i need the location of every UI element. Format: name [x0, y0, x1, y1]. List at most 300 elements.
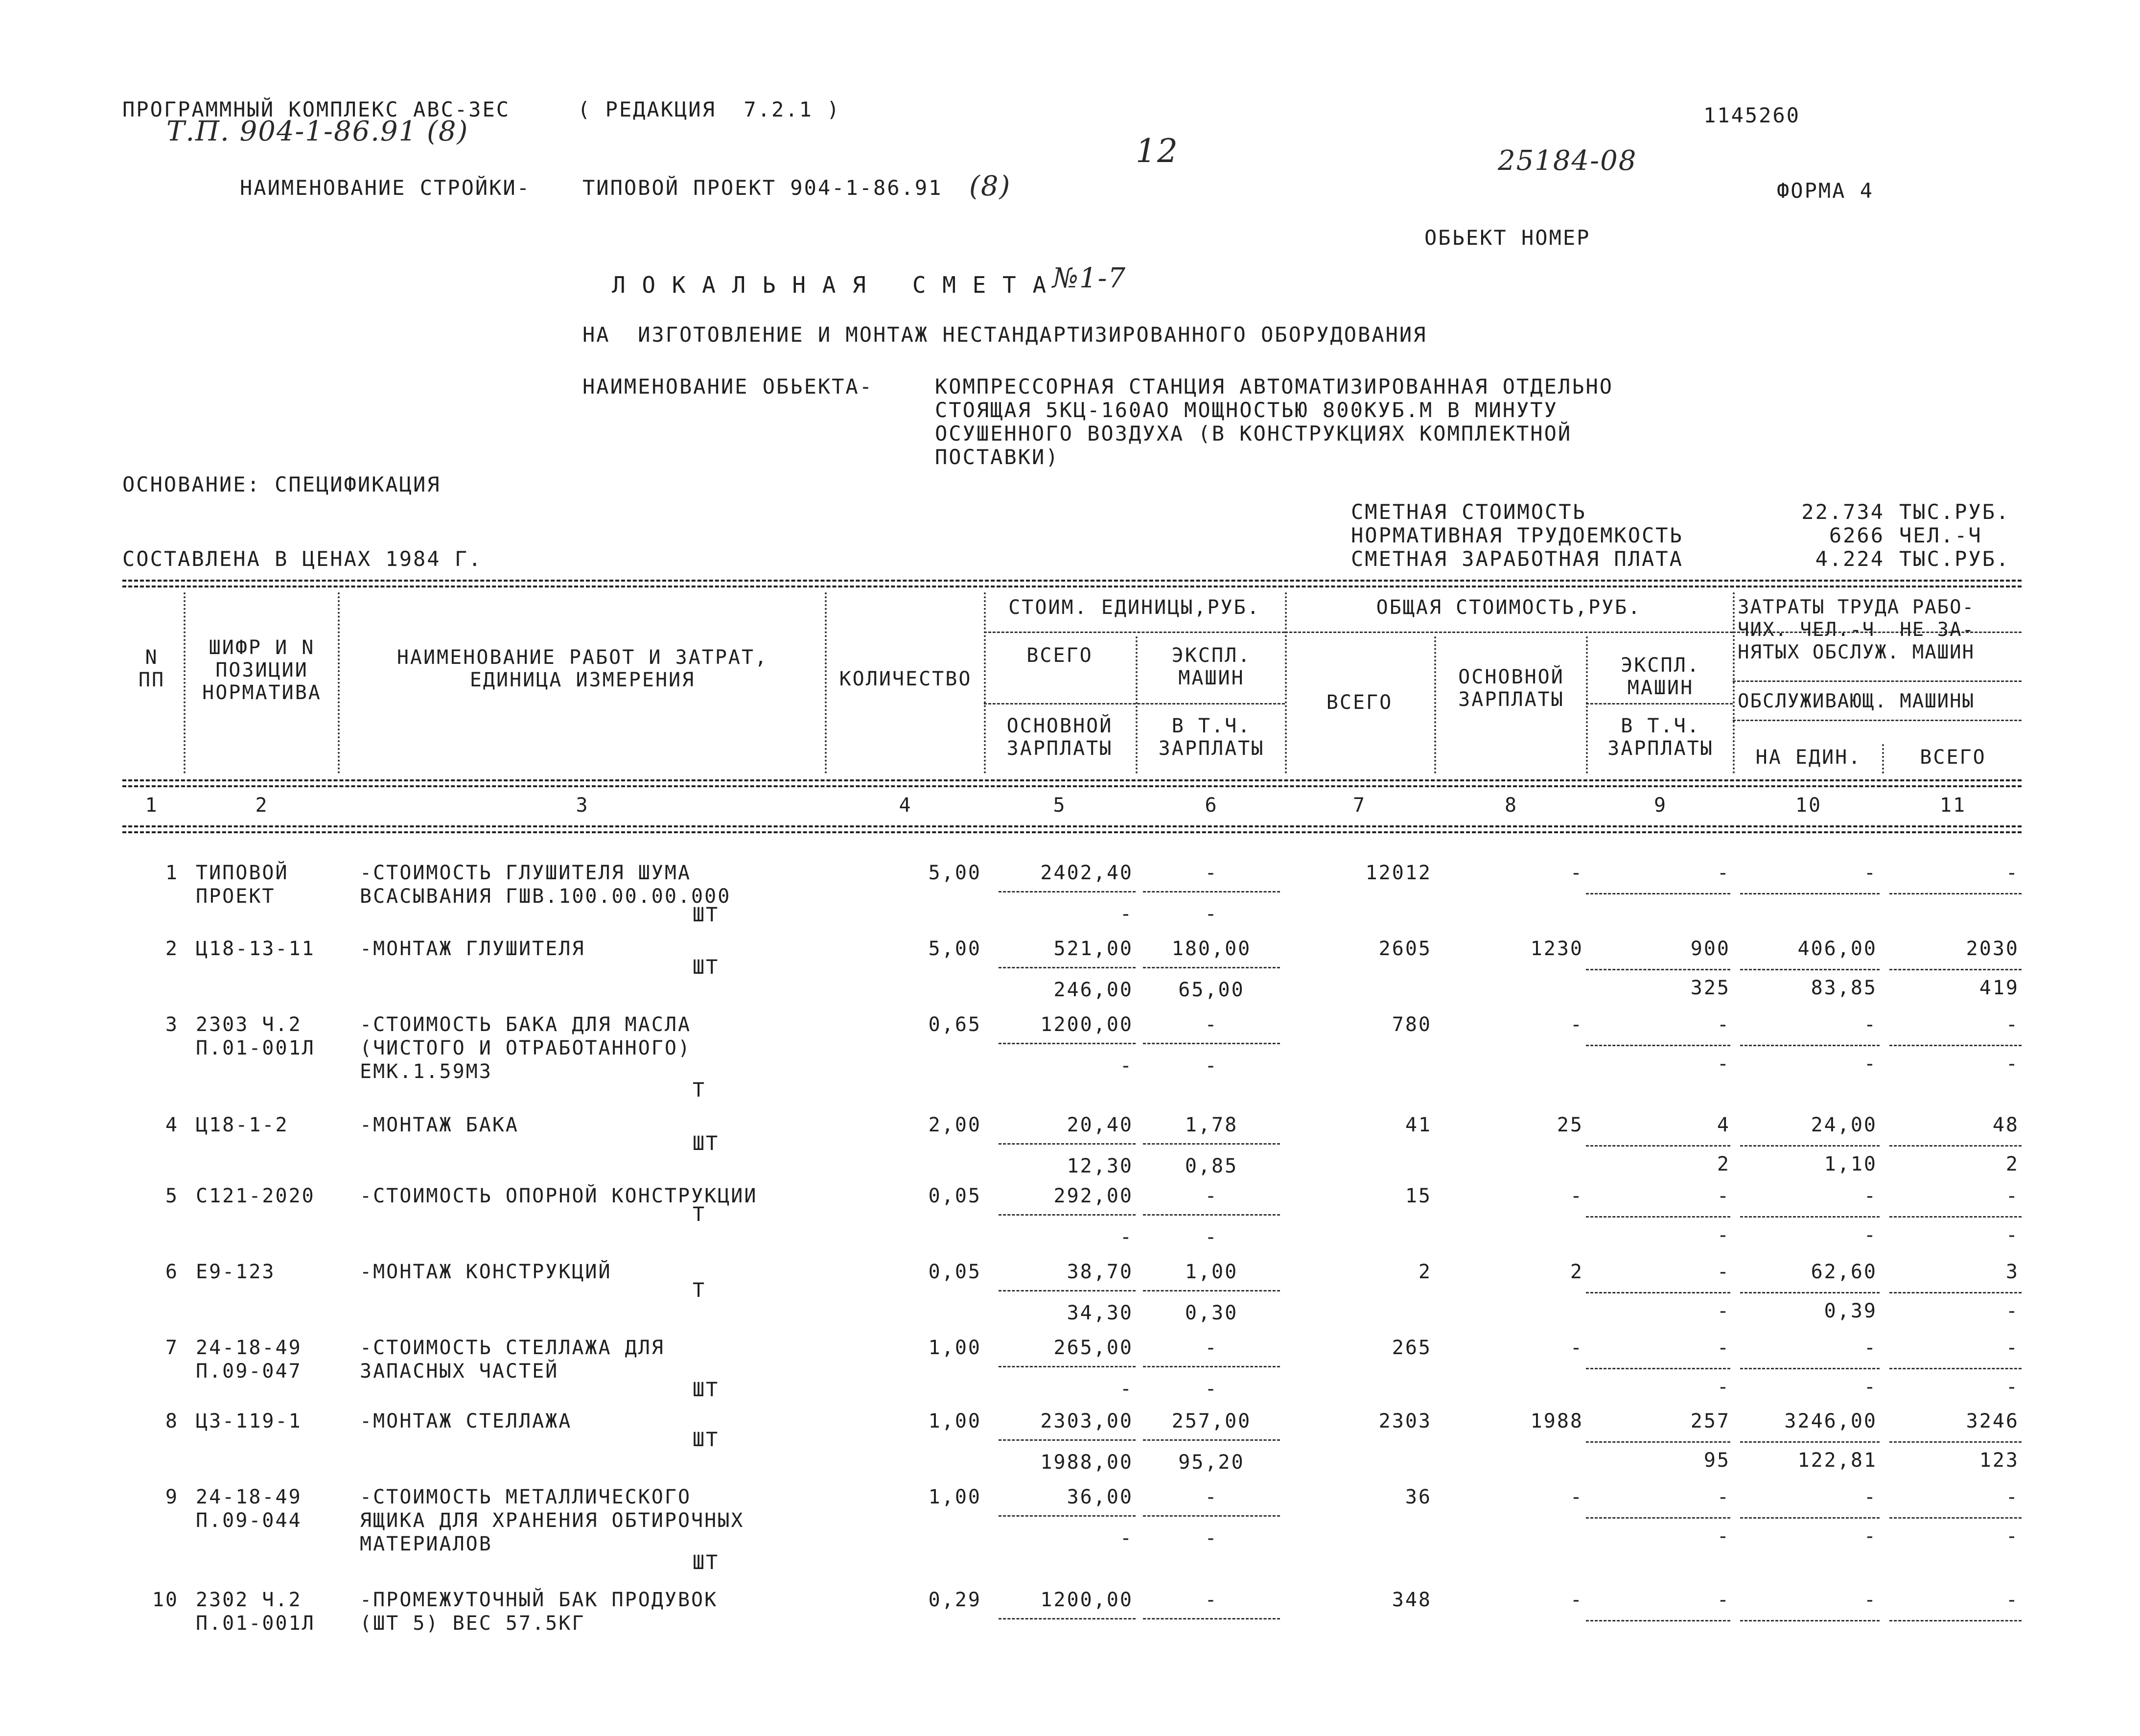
- row-name: ЗАПАСНЫХ ЧАСТЕЙ: [360, 1360, 559, 1383]
- forma-label: ФОРМА 4: [1777, 179, 1874, 203]
- head-tc-mach: ЭКСПЛ. МАШИН: [1621, 654, 1700, 699]
- row-labor-unit: 62,60: [1811, 1261, 1877, 1283]
- row-unit-wage: 12,30: [1067, 1155, 1133, 1177]
- row-unit-mach: 180,00: [1171, 938, 1252, 960]
- row-total-mach-wage: 95: [1703, 1449, 1730, 1472]
- row-unit-total: 20,40: [1067, 1114, 1133, 1136]
- colnum-8: 8: [1504, 794, 1518, 817]
- head-uc-mach: ЭКСПЛ. МАШИН: [1171, 644, 1252, 689]
- row-rule-c6: [1143, 967, 1280, 968]
- row-total-mach: -: [1717, 1486, 1730, 1508]
- head-uc-wage: ОСНОВНОЙ ЗАРПЛАТЫ: [1006, 715, 1113, 760]
- row-unit-mach-wage: 0,30: [1185, 1302, 1238, 1324]
- row-quantity: 0,05: [928, 1261, 981, 1283]
- row-rule-c10: [1740, 1620, 1880, 1621]
- row-rule-c10: [1740, 1216, 1880, 1218]
- row-total-wage: 2: [1570, 1261, 1583, 1283]
- row-name: ВСАСЫВАНИЯ ГШВ.100.00.00.000: [360, 885, 731, 908]
- row-total-mach-wage: -: [1717, 1224, 1730, 1246]
- row-rule-c11: [1889, 1517, 2022, 1519]
- head-rule-labor-2: [1733, 680, 2022, 682]
- row-rule-c5: [999, 1439, 1136, 1441]
- row-unit-total: 2402,40: [1040, 862, 1133, 884]
- row-serv-unit: -: [1863, 1525, 1877, 1548]
- row-unit-mach-wage: 0,85: [1185, 1155, 1238, 1177]
- row-labor-total: -: [2005, 1013, 2019, 1036]
- row-name: (ЧИСТОГО И ОТРАБОТАННОГО): [360, 1037, 692, 1059]
- row-rule-c5: [999, 891, 1136, 892]
- row-rule-c9: [1586, 1145, 1730, 1147]
- col-sep-3: [825, 592, 827, 774]
- row-rule-c10: [1740, 1517, 1880, 1519]
- colnum-3: 3: [576, 794, 589, 817]
- row-rule-c11: [1889, 893, 2022, 894]
- row-unit-wage: -: [1119, 1378, 1133, 1400]
- object-number-label: ОБЬЕКТ НОМЕР: [1424, 226, 1591, 250]
- summary-cost-label: СМЕТНАЯ СТОИМОСТЬ: [1351, 500, 1586, 524]
- row-unit-mach: 1,00: [1185, 1261, 1238, 1283]
- row-total-mach: -: [1717, 862, 1730, 884]
- head-tc-mach-wage: В Т.Ч. ЗАРПЛАТЫ: [1607, 715, 1714, 760]
- row-total: 2303: [1378, 1410, 1432, 1432]
- colnum-bottom-rule: [122, 825, 2022, 827]
- row-total-mach: -: [1717, 1337, 1730, 1359]
- head-labor-serv: ОБСЛУЖИВАЮЩ. МАШИНЫ: [1738, 690, 1975, 712]
- row-rule-c11: [1889, 1045, 2022, 1046]
- head-bottom-rule: [122, 779, 2022, 781]
- row-rule-c10: [1740, 1145, 1880, 1147]
- head-name: НАИМЕНОВАНИЕ РАБОТ И ЗАТРАТ, ЕДИНИЦА ИЗМЕРЕНИЯ: [396, 646, 768, 691]
- row-labor-total: -: [2005, 1589, 2019, 1611]
- row-rule-c11: [1889, 1441, 2022, 1443]
- object-label: НАИМЕНОВАНИЕ ОБЬЕКТА-: [582, 375, 874, 399]
- colnum-2: 2: [255, 794, 269, 817]
- row-unit-mach: -: [1205, 1589, 1218, 1611]
- row-rule-c9: [1586, 893, 1730, 894]
- row-code: Е9-123: [196, 1261, 276, 1283]
- row-unit-mach: -: [1205, 1013, 1218, 1036]
- row-unit: ШТ: [693, 904, 720, 926]
- colnum-9: 9: [1653, 794, 1668, 817]
- row-name: МАТЕРИАЛОВ: [360, 1533, 492, 1555]
- head-total-cost: ОБЩАЯ СТОИМОСТЬ,РУБ.: [1376, 596, 1642, 619]
- row-rule-c11: [1889, 1216, 2022, 1218]
- row-unit-mach-wage: -: [1205, 1378, 1218, 1400]
- row-total-mach-wage: -: [1717, 1053, 1730, 1075]
- colnum-11: 11: [1939, 794, 1967, 817]
- row-total-wage: -: [1570, 1486, 1583, 1508]
- row-rule-c6: [1143, 1366, 1280, 1367]
- row-unit: Т: [693, 1279, 706, 1302]
- row-quantity: 0,65: [928, 1013, 981, 1036]
- row-unit-wage: -: [1119, 1055, 1133, 1077]
- row-labor-unit: 24,00: [1811, 1114, 1877, 1136]
- row-serv-unit: 122,81: [1797, 1449, 1877, 1472]
- colnum-bottom-rule-2: [122, 831, 2022, 833]
- row-unit-mach-wage: 65,00: [1178, 979, 1245, 1001]
- summary-labor-unit: ЧЕЛ.-Ч: [1899, 523, 1982, 547]
- row-number: 10: [152, 1589, 179, 1611]
- row-unit-total: 265,00: [1053, 1337, 1133, 1359]
- row-name: -СТОИМОСТЬ СТЕЛЛАЖА ДЛЯ: [360, 1337, 665, 1359]
- row-total-wage: 1230: [1530, 938, 1583, 960]
- row-serv-unit: 0,39: [1824, 1300, 1877, 1322]
- col-sep-6: [1285, 592, 1287, 774]
- row-serv-unit: -: [1863, 1376, 1877, 1398]
- row-code: ПРОЕКТ: [196, 885, 276, 908]
- object-line-1: КОМПРЕССОРНАЯ СТАНЦИЯ АВТОМАТИЗИРОВАННАЯ ОТДЕЛЬНО: [935, 375, 1614, 399]
- head-tc-total: ВСЕГО: [1326, 691, 1393, 714]
- row-quantity: 5,00: [928, 862, 981, 884]
- object-line-4: ПОСТАВКИ): [935, 445, 1060, 469]
- col-sep-8: [1586, 636, 1588, 774]
- head-uc-total: ВСЕГО: [1026, 644, 1093, 667]
- row-unit-total: 38,70: [1067, 1261, 1133, 1283]
- row-unit-mach: -: [1205, 1337, 1218, 1359]
- row-total-mach: 257: [1690, 1410, 1730, 1432]
- row-rule-c9: [1586, 1045, 1730, 1046]
- row-unit-total: 521,00: [1053, 938, 1133, 960]
- row-total-wage: -: [1570, 1185, 1583, 1207]
- summary-labor-label: НОРМАТИВНАЯ ТРУДОЕМКОСТЬ: [1351, 523, 1683, 547]
- row-serv-total: -: [2005, 1224, 2019, 1246]
- row-number: 4: [165, 1114, 179, 1136]
- row-total: 348: [1392, 1589, 1432, 1611]
- program-name: ПРОГРАММНЫЙ КОМПЛЕКС АВС-ЗЕС: [122, 97, 511, 121]
- row-rule-c11: [1889, 1620, 2022, 1621]
- row-serv-total: -: [2005, 1300, 2019, 1322]
- row-serv-total: -: [2005, 1525, 2019, 1548]
- row-name: -ПРОМЕЖУТОЧНЫЙ БАК ПРОДУВОК: [360, 1589, 718, 1611]
- row-unit-wage: -: [1119, 1527, 1133, 1549]
- row-rule-c9: [1586, 969, 1730, 970]
- row-total: 12012: [1365, 862, 1432, 884]
- row-code: П.01-001Л: [196, 1037, 315, 1059]
- summary-cost-unit: ТЫС.РУБ.: [1899, 500, 2010, 524]
- row-labor-unit: -: [1863, 862, 1877, 884]
- summary-wage-label: СМЕТНАЯ ЗАРАБОТНАЯ ПЛАТА: [1351, 547, 1683, 571]
- row-unit-wage: 246,00: [1053, 979, 1133, 1001]
- row-unit-total: 1200,00: [1040, 1013, 1133, 1036]
- row-number: 6: [165, 1261, 179, 1283]
- row-labor-total: 2030: [1966, 938, 2019, 960]
- basis-line: ОСНОВАНИЕ: СПЕЦИФИКАЦИЯ: [122, 472, 441, 496]
- row-labor-unit: 406,00: [1797, 938, 1877, 960]
- handwritten-page-number: 12: [1136, 132, 1179, 170]
- row-unit-total: 36,00: [1067, 1486, 1133, 1508]
- row-unit-mach-wage: 95,20: [1178, 1451, 1245, 1474]
- row-total-wage: 25: [1557, 1114, 1583, 1136]
- row-total-mach-wage: -: [1717, 1376, 1730, 1398]
- row-rule-c11: [1889, 969, 2022, 970]
- summary-wage-value: 4.224: [1815, 547, 1884, 571]
- handwritten-code: 25184-08: [1498, 145, 1637, 177]
- head-rule-unit-cost: [984, 632, 1285, 633]
- row-name: -МОНТАЖ ГЛУШИТЕЛЯ: [360, 938, 585, 960]
- row-code: Ц3-119-1: [196, 1410, 302, 1432]
- row-name: -СТОИМОСТЬ МЕТАЛЛИЧЕСКОГО: [360, 1486, 692, 1508]
- row-quantity: 1,00: [928, 1337, 981, 1359]
- row-unit-wage: -: [1119, 903, 1133, 925]
- row-rule-c9: [1586, 1620, 1730, 1621]
- row-total-mach-wage: -: [1717, 1525, 1730, 1548]
- col-sep-1: [184, 592, 186, 774]
- prices-line: СОСТАВЛЕНА В ЦЕНАХ 1984 Г.: [122, 547, 483, 571]
- row-unit-wage: 1988,00: [1040, 1451, 1133, 1474]
- row-total-wage: -: [1570, 862, 1583, 884]
- document-number: 1145260: [1703, 103, 1801, 127]
- row-rule-c6: [1143, 891, 1280, 892]
- row-serv-total: 419: [1979, 977, 2019, 999]
- row-serv-unit: 83,85: [1811, 977, 1877, 999]
- row-total-wage: -: [1570, 1589, 1583, 1611]
- row-rule-c5: [999, 1214, 1136, 1216]
- row-code: ТИПОВОЙ: [196, 862, 289, 884]
- row-serv-total: 123: [1979, 1449, 2019, 1472]
- colnum-7: 7: [1352, 794, 1367, 817]
- row-rule-c10: [1740, 1045, 1880, 1046]
- row-name: (ШТ 5) ВЕС 57.5КГ: [360, 1612, 585, 1635]
- row-rule-c5: [999, 1366, 1136, 1367]
- row-rule-c9: [1586, 1292, 1730, 1293]
- document-title: Л О К А Л Ь Н А Я С М Е Т А: [612, 272, 1048, 298]
- head-per-unit: НА ЕДИН.: [1755, 746, 1862, 769]
- row-total-mach-wage: 325: [1690, 977, 1730, 999]
- row-serv-total: -: [2005, 1053, 2019, 1075]
- summary-wage-unit: ТЫС.РУБ.: [1899, 547, 2010, 571]
- row-number: 5: [165, 1185, 179, 1207]
- row-unit-mach: -: [1205, 1185, 1218, 1207]
- colnum-4: 4: [899, 794, 912, 817]
- row-total-wage: 1988: [1530, 1410, 1583, 1432]
- row-rule-c10: [1740, 1292, 1880, 1293]
- colnum-10: 10: [1795, 794, 1822, 817]
- program-edition: ( РЕДАКЦИЯ 7.2.1 ): [578, 97, 841, 121]
- row-unit-mach: 1,78: [1185, 1114, 1238, 1136]
- row-rule-c10: [1740, 893, 1880, 894]
- row-unit-total: 1200,00: [1040, 1589, 1133, 1611]
- row-rule-c5: [999, 1515, 1136, 1517]
- handwritten-project-number: Т.П. 904-1-86.91 (8): [166, 116, 469, 147]
- row-rule-c6: [1143, 1439, 1280, 1441]
- row-rule-c11: [1889, 1368, 2022, 1369]
- row-total-mach: -: [1717, 1185, 1730, 1207]
- row-name: -СТОИМОСТЬ БАКА ДЛЯ МАСЛА: [360, 1013, 692, 1036]
- row-number: 7: [165, 1337, 179, 1359]
- row-code: Ц18-1-2: [196, 1114, 289, 1136]
- row-rule-c6: [1143, 1143, 1280, 1145]
- row-rule-c11: [1889, 1292, 2022, 1293]
- col-sep-10: [1882, 744, 1884, 774]
- table-top-rule: [122, 580, 2022, 582]
- stroika-label: НАИМЕНОВАНИЕ СТРОЙКИ-: [240, 176, 531, 200]
- row-labor-total: 48: [1992, 1114, 2019, 1136]
- row-quantity: 0,29: [928, 1589, 981, 1611]
- handwritten-smeta-number: №1-7: [1052, 262, 1127, 294]
- row-labor-unit: -: [1863, 1589, 1877, 1611]
- row-unit-mach: 257,00: [1171, 1410, 1252, 1432]
- row-code: 24-18-49: [196, 1486, 302, 1508]
- object-line-2: СТОЯЩАЯ 5КЦ-160АО МОЩНОСТЬЮ 800КУБ.М В МИНУТУ: [935, 398, 1558, 422]
- head-rule-mach-2: [1586, 703, 1733, 704]
- head-unit-cost: СТОИМ. ЕДИНИЦЫ,РУБ.: [1008, 596, 1260, 619]
- row-labor-unit: -: [1863, 1185, 1877, 1207]
- row-code: П.09-044: [196, 1509, 302, 1532]
- row-total-wage: -: [1570, 1337, 1583, 1359]
- row-unit: ШТ: [693, 956, 720, 979]
- row-labor-total: -: [2005, 862, 2019, 884]
- row-unit-total: 292,00: [1053, 1185, 1133, 1207]
- row-quantity: 1,00: [928, 1486, 981, 1508]
- row-unit-wage: 34,30: [1067, 1302, 1133, 1324]
- row-unit: ШТ: [693, 1132, 720, 1155]
- row-rule-c9: [1586, 1441, 1730, 1443]
- row-unit: ШТ: [693, 1379, 720, 1401]
- row-number: 8: [165, 1410, 179, 1432]
- col-sep-5: [1136, 636, 1138, 774]
- row-serv-total: -: [2005, 1376, 2019, 1398]
- row-code: Ц18-13-11: [196, 938, 315, 960]
- row-code: 24-18-49: [196, 1337, 302, 1359]
- row-rule-c10: [1740, 1368, 1880, 1369]
- row-rule-c9: [1586, 1216, 1730, 1218]
- row-name: -СТОИМОСТЬ ОПОРНОЙ КОНСТРУКЦИИ: [360, 1185, 758, 1207]
- row-serv-unit: 1,10: [1824, 1153, 1877, 1175]
- row-unit-mach-wage: -: [1205, 1226, 1218, 1248]
- row-total-mach: 900: [1690, 938, 1730, 960]
- colnum-1: 1: [145, 794, 159, 817]
- row-unit: Т: [693, 1203, 706, 1226]
- colnum-5: 5: [1053, 794, 1067, 817]
- row-labor-unit: 3246,00: [1784, 1410, 1877, 1432]
- row-total: 265: [1392, 1337, 1432, 1359]
- row-unit: Т: [693, 1079, 706, 1102]
- head-uc-mach-wage: В Т.Ч. ЗАРПЛАТЫ: [1158, 715, 1265, 760]
- row-rule-c6: [1143, 1290, 1280, 1291]
- row-rule-c9: [1586, 1517, 1730, 1519]
- row-unit-mach-wage: -: [1205, 903, 1218, 925]
- row-rule-c6: [1143, 1515, 1280, 1517]
- row-name: ЯЩИКА ДЛЯ ХРАНЕНИЯ ОБТИРОЧНЫХ: [360, 1509, 744, 1532]
- row-quantity: 2,00: [928, 1114, 981, 1136]
- head-rule-unit-cost-2: [984, 703, 1285, 704]
- col-sep-9: [1733, 592, 1735, 774]
- row-rule-c6: [1143, 1214, 1280, 1216]
- summary-labor-value: 6266: [1829, 523, 1884, 547]
- row-name: ЕМК.1.59М3: [360, 1060, 492, 1083]
- head-code: ШИФР И N ПОЗИЦИИ НОРМАТИВА: [202, 636, 322, 704]
- row-rule-c5: [999, 1043, 1136, 1044]
- row-code: П.09-047: [196, 1360, 302, 1383]
- row-unit: ШТ: [693, 1429, 720, 1451]
- row-rule-c5: [999, 967, 1136, 968]
- row-unit-mach-wage: -: [1205, 1055, 1218, 1077]
- row-unit-mach-wage: -: [1205, 1527, 1218, 1549]
- row-name: -МОНТАЖ СТЕЛЛАЖА: [360, 1410, 572, 1432]
- head-rule-labor-3: [1733, 720, 2022, 721]
- row-rule-c6: [1143, 1618, 1280, 1619]
- row-rule-c10: [1740, 969, 1880, 970]
- row-rule-c9: [1586, 1368, 1730, 1369]
- row-name: -СТОИМОСТЬ ГЛУШИТЕЛЯ ШУМА: [360, 862, 692, 884]
- row-serv-unit: -: [1863, 1053, 1877, 1075]
- row-labor-unit: -: [1863, 1486, 1877, 1508]
- stroika-handwritten: (8): [969, 170, 1011, 202]
- col-sep-7: [1434, 636, 1436, 774]
- row-quantity: 1,00: [928, 1410, 981, 1432]
- row-quantity: 5,00: [928, 938, 981, 960]
- row-unit: ШТ: [693, 1551, 720, 1574]
- row-labor-total: -: [2005, 1337, 2019, 1359]
- row-rule-c5: [999, 1143, 1136, 1145]
- row-unit-wage: -: [1119, 1226, 1133, 1248]
- row-labor-total: -: [2005, 1185, 2019, 1207]
- head-total: ВСЕГО: [1920, 746, 1986, 769]
- row-number: 3: [165, 1013, 179, 1036]
- row-total-mach-wage: -: [1717, 1300, 1730, 1322]
- row-total-mach: -: [1717, 1013, 1730, 1036]
- row-total-mach: 4: [1717, 1114, 1730, 1136]
- colnum-6: 6: [1205, 794, 1218, 817]
- head-qty: КОЛИЧЕСТВО: [839, 668, 972, 690]
- head-labor: ЗАТРАТЫ ТРУДА РАБО- ЧИХ. ЧЕЛ.-Ч НЕ ЗА- НЯТЫХ ОБСЛУЖ. МАШИН: [1738, 596, 1975, 663]
- row-serv-total: 2: [2005, 1153, 2019, 1175]
- row-rule-c11: [1889, 1145, 2022, 1147]
- row-code: 2303 Ч.2: [196, 1013, 302, 1036]
- row-rule-c10: [1740, 1441, 1880, 1443]
- row-unit-mach: -: [1205, 1486, 1218, 1508]
- head-bottom-rule-2: [122, 785, 2022, 787]
- head-rule-total-cost: [1285, 632, 1733, 633]
- summary-cost-value: 22.734: [1801, 500, 1884, 524]
- row-labor-total: 3246: [1966, 1410, 2019, 1432]
- head-n: N ПП: [138, 646, 165, 691]
- row-rule-c5: [999, 1618, 1136, 1619]
- row-total: 36: [1405, 1486, 1432, 1508]
- row-name: -МОНТАЖ БАКА: [360, 1114, 519, 1136]
- row-code: С121-2020: [196, 1185, 315, 1207]
- row-number: 2: [165, 938, 179, 960]
- row-number: 1: [165, 862, 179, 884]
- row-unit-mach: -: [1205, 862, 1218, 884]
- row-quantity: 0,05: [928, 1185, 981, 1207]
- object-line-3: ОСУШЕННОГО ВОЗДУХА (В КОНСТРУКЦИЯХ КОМПЛЕКТНОЙ: [935, 422, 1572, 446]
- row-labor-total: -: [2005, 1486, 2019, 1508]
- row-total: 2: [1418, 1261, 1432, 1283]
- row-total: 15: [1405, 1185, 1432, 1207]
- row-unit-total: 2303,00: [1040, 1410, 1133, 1432]
- row-labor-unit: -: [1863, 1337, 1877, 1359]
- row-labor-total: 3: [2005, 1261, 2019, 1283]
- head-tc-wage: ОСНОВНОЙ ЗАРПЛАТЫ: [1458, 666, 1564, 711]
- col-sep-2: [338, 592, 340, 774]
- row-total-mach: -: [1717, 1589, 1730, 1611]
- document-subtitle: НА ИЗГОТОВЛЕНИЕ И МОНТАЖ НЕСТАНДАРТИЗИРОВАННОГО ОБОРУДОВАНИЯ: [582, 323, 1427, 347]
- row-rule-c6: [1143, 1043, 1280, 1044]
- row-rule-c5: [999, 1290, 1136, 1291]
- stroika-value: ТИПОВОЙ ПРОЕКТ 904-1-86.91: [582, 176, 943, 200]
- row-total: 780: [1392, 1013, 1432, 1036]
- row-labor-unit: -: [1863, 1013, 1877, 1036]
- row-total-mach-wage: 2: [1717, 1153, 1730, 1175]
- table-top-rule-2: [122, 586, 2022, 587]
- row-serv-unit: -: [1863, 1224, 1877, 1246]
- row-code: П.01-001Л: [196, 1612, 315, 1635]
- row-code: 2302 Ч.2: [196, 1589, 302, 1611]
- row-number: 9: [165, 1486, 179, 1508]
- row-name: -МОНТАЖ КОНСТРУКЦИЙ: [360, 1261, 612, 1283]
- row-total-mach: -: [1717, 1261, 1730, 1283]
